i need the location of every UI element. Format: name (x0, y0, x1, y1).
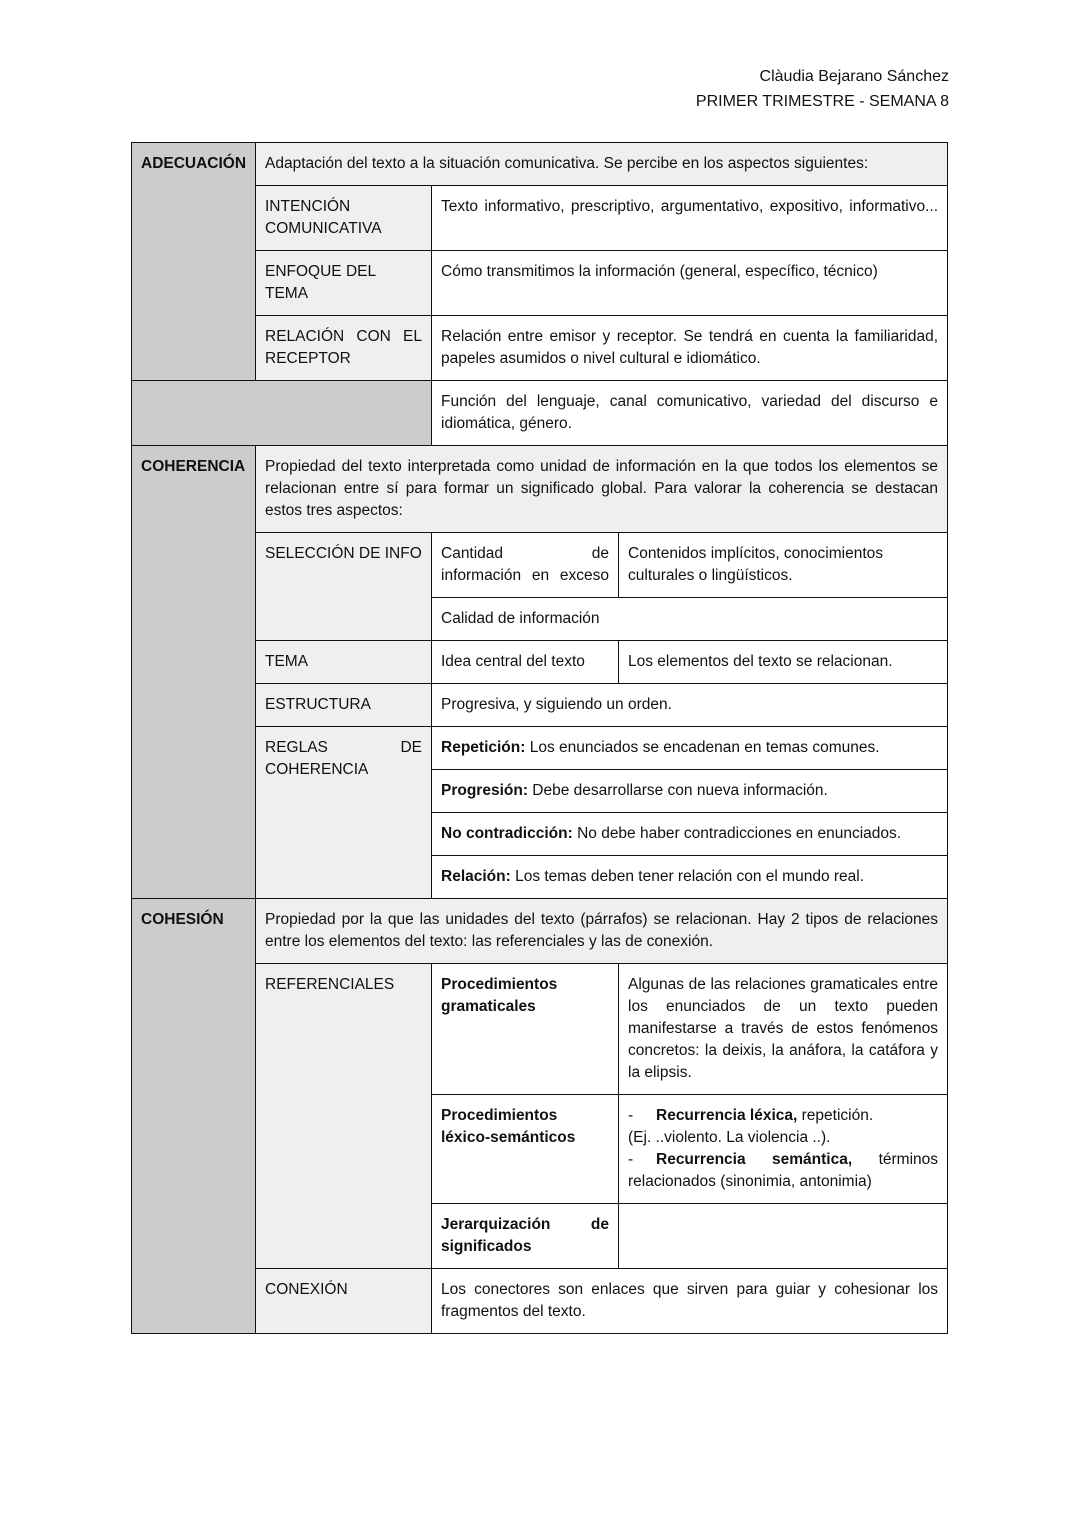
procedure-term: Procedimientos léxico-semánticos (432, 1095, 619, 1204)
section-cohesion: COHESIÓN (132, 899, 256, 1334)
row-label: ENFOQUE DEL TEMA (256, 251, 432, 316)
row-label: ESTRUCTURA (256, 684, 432, 727)
procedure-desc: - Recurrencia léxica, repetición. (Ej. ..violento. La violencia ..). - Recurrencia semántica, términos relacionados (sinonimia, antonimia) (619, 1095, 948, 1204)
regla-term: Progresión: (441, 782, 528, 799)
tema-idea: Idea central del texto (432, 641, 619, 684)
regla-item (432, 770, 948, 813)
regla-item (432, 856, 948, 899)
period-label: PRIMER TRIMESTRE - SEMANA 8 (695, 93, 949, 110)
procedure-desc-empty (619, 1204, 948, 1269)
section-adecuacion: ADECUACIÓN (132, 143, 256, 381)
row-desc: Función del lenguaje, canal comunicativo, variedad del discurso e idiomática, género. (432, 381, 948, 446)
summary-table (131, 142, 948, 1334)
table-row (132, 446, 948, 533)
row-label-empty (132, 381, 432, 446)
contenidos-cell: Contenidos implícitos, conocimientos culturales o lingüísticos. (619, 533, 948, 598)
calidad-cell: Calidad de información (432, 598, 948, 641)
regla-term: Relación: (441, 868, 511, 885)
row-label: RELACIÓN CON EL RECEPTOR (256, 316, 432, 381)
page-header (696, 64, 949, 114)
row-desc: Relación entre emisor y receptor. Se tendrá en cuenta la familiaridad, papeles asumidos o nivel cultural e idiomático. (432, 316, 948, 381)
author-name: Clàudia Bejarano Sánchez (759, 68, 949, 85)
regla-item (432, 813, 948, 856)
regla-desc: No debe haber contradicciones en enunciados. (572, 825, 902, 842)
regla-term: No contradicción: (441, 825, 573, 842)
section-coherencia: COHERENCIA (132, 446, 256, 899)
row-desc: Cómo transmitimos la información (general, específico, técnico) (432, 251, 948, 316)
table-row (132, 143, 948, 186)
procedure-desc: Algunas de las relaciones gramaticales entre los enunciados de un texto pueden manifestarse a través de estos fenómenos concretos: la deixis, la anáfora, la catáfora y la elipsis. (619, 964, 948, 1095)
procedure-term: Jerarquización de significados (432, 1204, 619, 1269)
cohesion-intro: Propiedad por la que las unidades del texto (párrafos) se relacionan. Hay 2 tipos de relaciones entre los elementos del texto: las referenciales y las de conexión. (256, 899, 948, 964)
regla-term: Repetición: (441, 739, 526, 756)
estructura-desc: Progresiva, y siguiendo un orden. (432, 684, 948, 727)
tema-desc: Los elementos del texto se relacionan. (619, 641, 948, 684)
regla-desc: Los temas deben tener relación con el mundo real. (510, 868, 865, 885)
adecuacion-intro: Adaptación del texto a la situación comunicativa. Se percibe en los aspectos siguientes: (256, 143, 948, 186)
row-label: CONEXIÓN (256, 1269, 432, 1334)
regla-desc: Debe desarrollarse con nueva información. (527, 782, 828, 799)
row-label: TEMA (256, 641, 432, 684)
table-row (132, 381, 948, 446)
row-desc: Texto informativo, prescriptivo, argumentativo, expositivo, informativo... (432, 186, 948, 251)
regla-desc: Los enunciados se encadenan en temas comunes. (525, 739, 880, 756)
cantidad-cell: Cantidad de información en exceso (432, 533, 619, 598)
procedure-term: Procedimientos gramaticales (432, 964, 619, 1095)
conexion-desc: Los conectores son enlaces que sirven para guiar y cohesionar los fragmentos del texto. (432, 1269, 948, 1334)
regla-item (432, 727, 948, 770)
row-label: REFERENCIALES (256, 964, 432, 1269)
row-label: SELECCIÓN DE INFO (256, 533, 432, 641)
coherencia-intro: Propiedad del texto interpretada como unidad de información en la que todos los elementos se relacionan entre sí para formar un significado global. Para valorar la coherencia se destacan estos tres aspectos: (256, 446, 948, 533)
row-label: REGLAS DE COHERENCIA (256, 727, 432, 899)
row-label: INTENCIÓN COMUNICATIVA (256, 186, 432, 251)
table-row (132, 899, 948, 964)
